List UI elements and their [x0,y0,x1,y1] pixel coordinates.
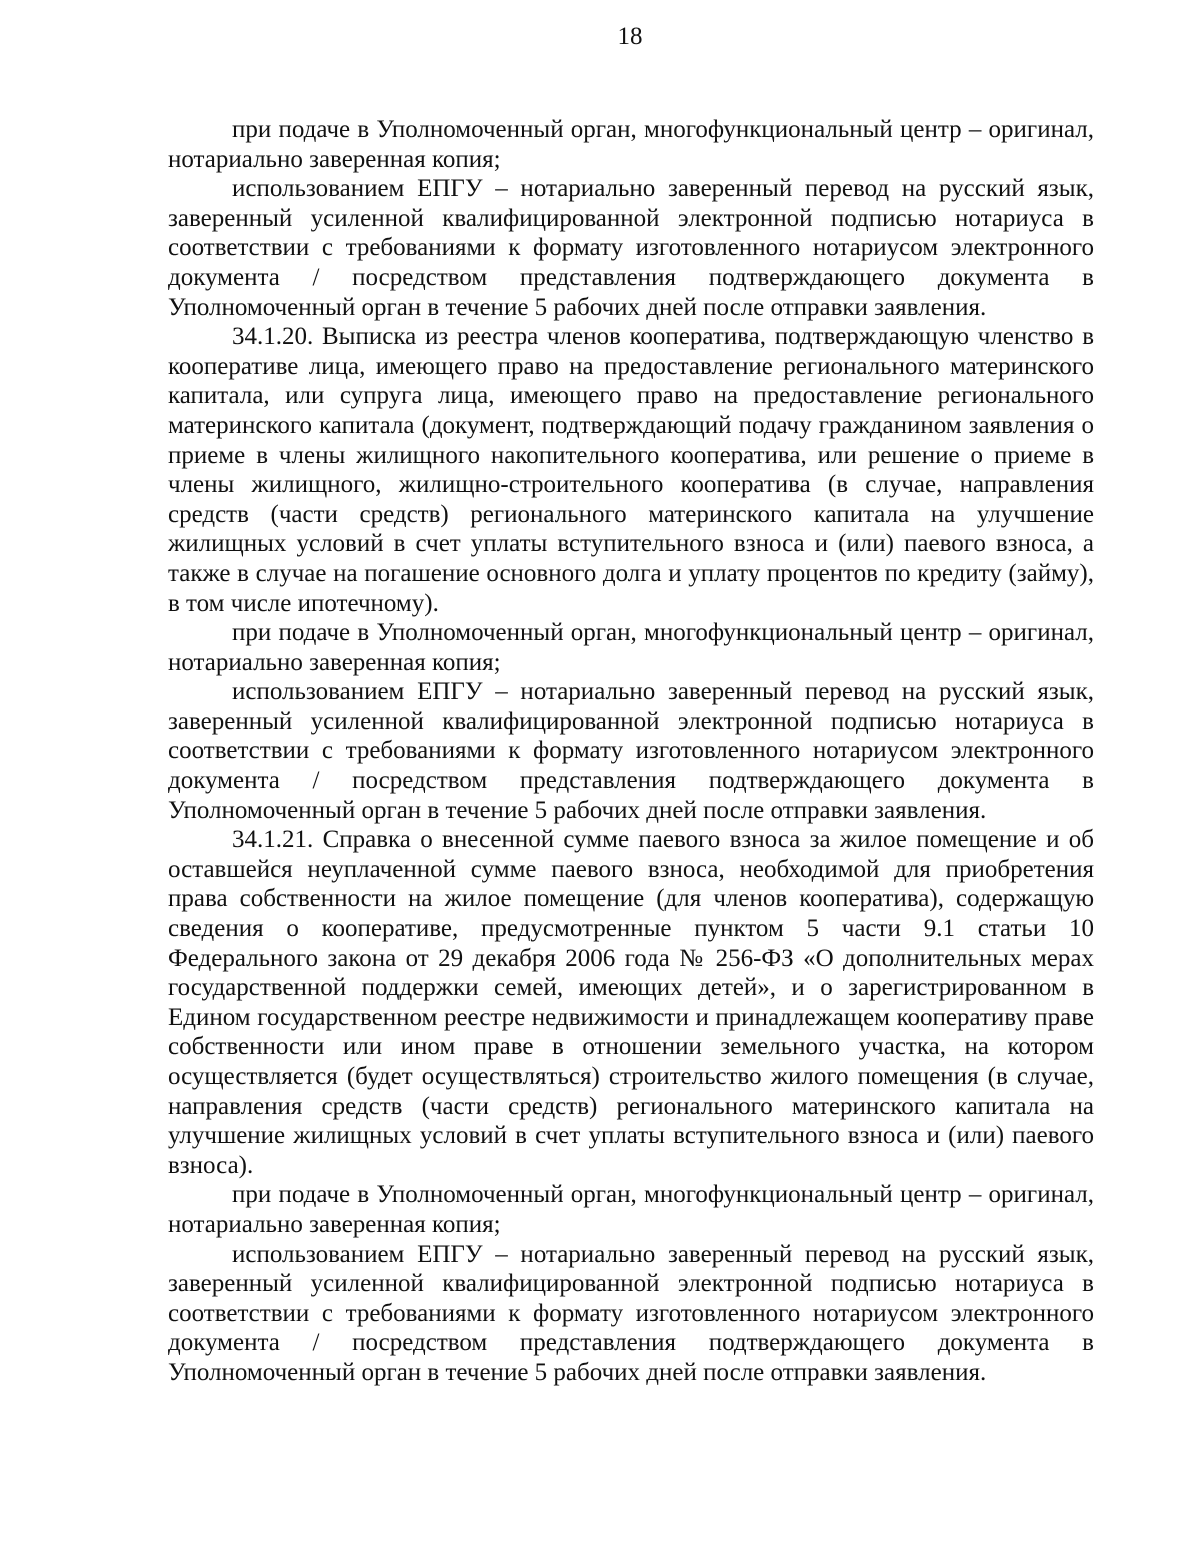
paragraph-submission-epgu-3: использованием ЕПГУ – нотариально заверенный перевод на русский язык, заверенный усиленной квалифицированной электронной подписью нотариуса в соответствии с требованиями к формату изготовленного нотариусом электронного документа / посредством представления подтверждающего документа в Уполномоченный орган в течение 5 рабочих дней после отправки заявления. [168,1240,1094,1386]
paragraph-34-1-21: 34.1.21. Справка о внесенной сумме паевого взноса за жилое помещение и об оставшейся неуплаченной сумме паевого взноса, необходимой для приобретения права собственности на жилое помещение (для членов кооператива), содержащую сведения о кооперативе, предусмотренные пунктом 5 части 9.1 статьи 10 Федерального закона от 29 декабря 2006 года № 256-ФЗ «О дополнительных мерах государственной поддержки семей, имеющих детей», и о зарегистрированном в Едином государственном реестре недвижимости и принадлежащем кооперативу праве собственности или ином праве в отношении земельного участка, на котором осуществляется (будет осуществляться) строительство жилого помещения (в случае, направления средств (части средств) регионального материнского капитала на улучшение жилищных условий в счет уплаты вступительного взноса и (или) паевого взноса). [168,826,1094,1179]
paragraph-submission-epgu-2: использованием ЕПГУ – нотариально заверенный перевод на русский язык, заверенный усиленной квалифицированной электронной подписью нотариуса в соответствии с требованиями к формату изготовленного нотариусом электронного документа / посредством представления подтверждающего документа в Уполномоченный орган в течение 5 рабочих дней после отправки заявления. [168,678,1094,824]
paragraph-34-1-20: 34.1.20. Выписка из реестра членов кооператива, подтверждающую членство в кооперативе лица, имеющего право на предоставление регионального материнского капитала, или супруга лица, имеющего право на предоставление регионального материнского капитала (документ, подтверждающий подачу гражданином заявления о приеме в члены жилищного накопительного кооператива, или решение о приеме в члены жилищного, жилищно-строительного кооператива (в случае, направления средств (части средств) регионального материнского капитала на улучшение жилищных условий в счет уплаты вступительного взноса и (или) паевого взноса, а также в случае на погашение основного долга и уплату процентов по кредиту (займу), в том числе ипотечному). [168,323,1094,617]
page-number: 18 [617,23,643,50]
paragraph-submission-in-person-3: при подаче в Уполномоченный орган, многофункциональный центр – оригинал, нотариально заверенная копия; [168,1181,1094,1238]
paragraph-submission-epgu-1: использованием ЕПГУ – нотариально заверенный перевод на русский язык, заверенный усиленной квалифицированной электронной подписью нотариуса в соответствии с требованиями к формату изготовленного нотариусом электронного документа / посредством представления подтверждающего документа в Уполномоченный орган в течение 5 рабочих дней после отправки заявления. [168,175,1094,321]
paragraph-submission-in-person-1: при подаче в Уполномоченный орган, многофункциональный центр – оригинал, нотариально заверенная копия; [168,116,1094,173]
paragraph-submission-in-person-2: при подаче в Уполномоченный орган, многофункциональный центр – оригинал, нотариально заверенная копия; [168,619,1094,676]
document-body [168,115,1094,1388]
